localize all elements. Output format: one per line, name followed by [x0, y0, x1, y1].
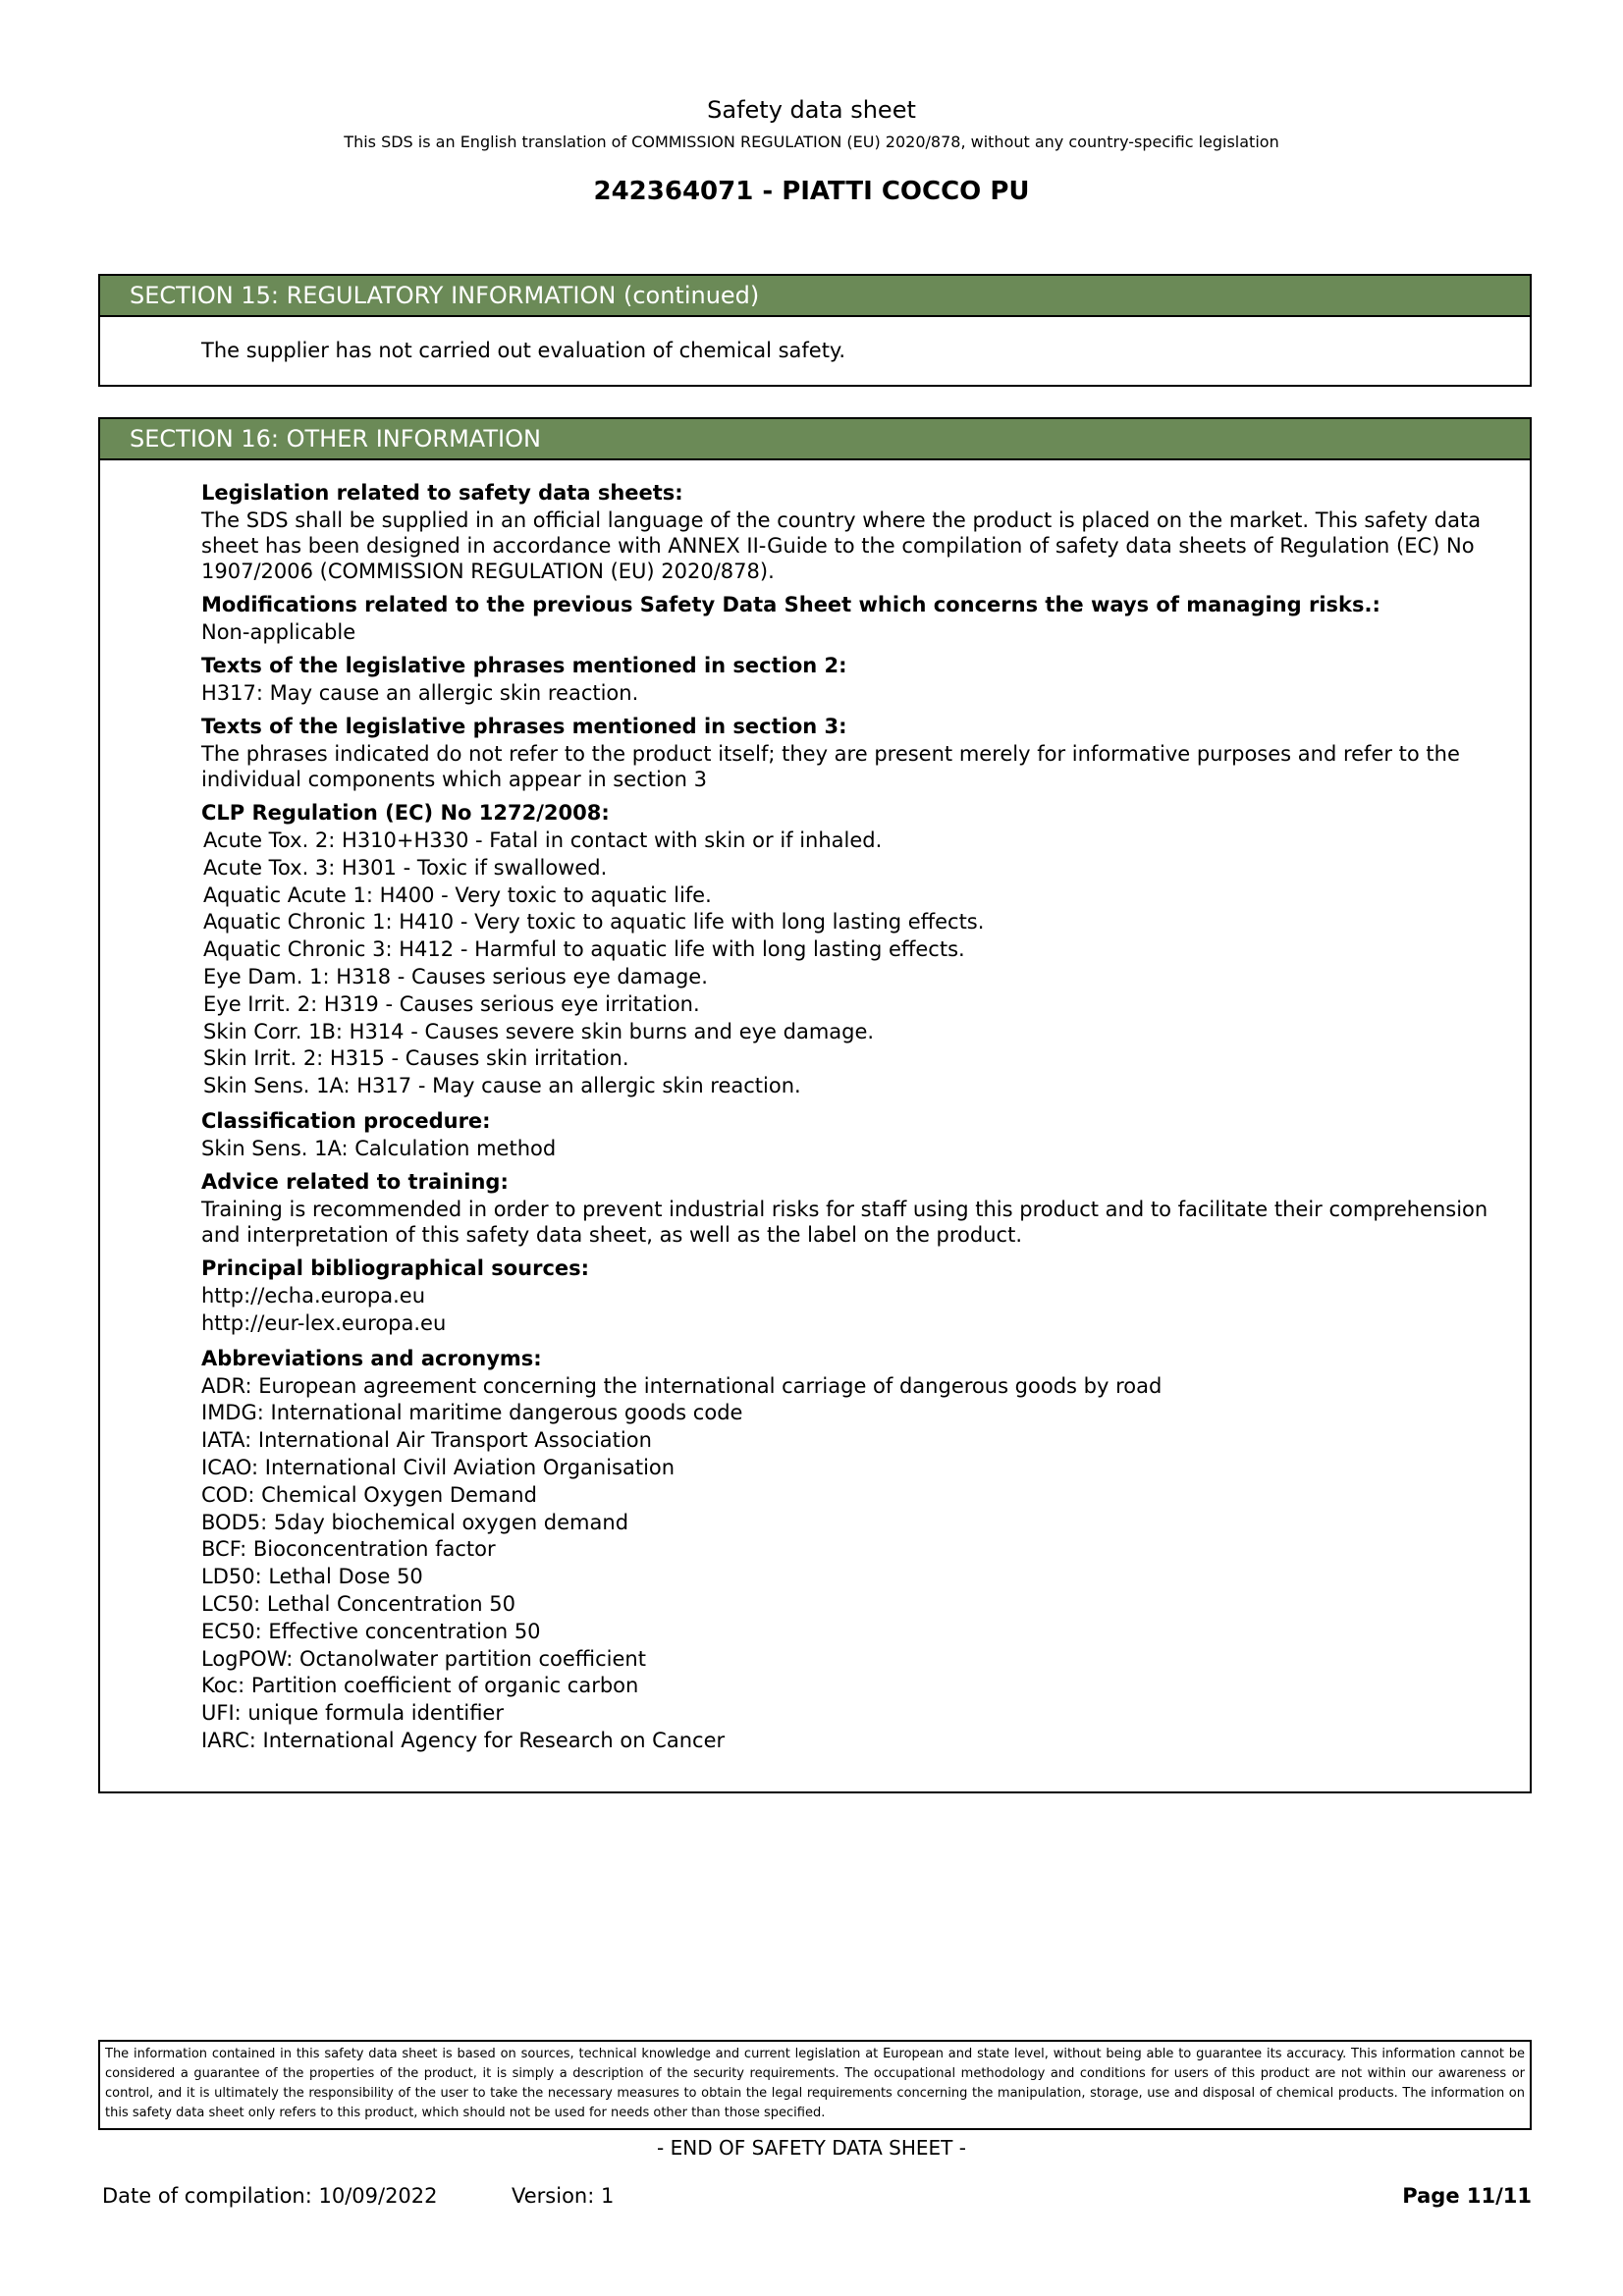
texts-section2-text: H317: May cause an allergic skin reaction. — [201, 681, 639, 705]
source-link: http://echa.europa.eu — [201, 1283, 426, 1308]
clp-item: Eye Irrit. 2: H319 - Causes serious eye irritation. — [203, 991, 700, 1016]
modifications-heading: Modifications related to the previous Safety Data Sheet which concerns the ways of managing risks.: — [201, 593, 1380, 616]
clp-item: Aquatic Chronic 3: H412 - Harmful to aquatic life with long lasting effects. — [203, 937, 965, 962]
classification-text: Skin Sens. 1A: Calculation method — [201, 1136, 557, 1160]
abbreviation-item: EC50: Effective concentration 50 — [201, 1619, 541, 1643]
texts-section3-heading: Texts of the legislative phrases mentioned in section 3: — [201, 715, 847, 738]
sources-list — [201, 1283, 1500, 1338]
clp-list — [201, 828, 1500, 1100]
abbreviation-item: ICAO: International Civil Aviation Organisation — [201, 1455, 676, 1479]
clp-item: Skin Corr. 1B: H314 - Causes severe skin burns and eye damage. — [203, 1019, 875, 1043]
end-of-sheet-label: - END OF SAFETY DATA SHEET - — [657, 2136, 966, 2160]
source-link: http://eur-lex.europa.eu — [201, 1310, 447, 1335]
modifications-text: Non-applicable — [201, 620, 356, 644]
section-16-heading: SECTION 16: OTHER INFORMATION — [100, 419, 1530, 460]
document-title: Safety data sheet — [707, 96, 916, 124]
document-subtitle: This SDS is an English translation of COMMISSION REGULATION (EU) 2020/878, without any country-specific legislation — [344, 133, 1279, 151]
clp-heading: CLP Regulation (EC) No 1272/2008: — [201, 801, 610, 825]
version-label: Version: 1 — [512, 2184, 615, 2208]
abbreviation-item: BOD5: 5day biochemical oxygen demand — [201, 1510, 629, 1534]
section-15 — [98, 274, 1532, 387]
abbreviation-item: COD: Chemical Oxygen Demand — [201, 1482, 537, 1507]
compilation-date: Date of compilation: 10/09/2022 — [102, 2184, 438, 2208]
clp-item: Skin Sens. 1A: H317 - May cause an allergic skin reaction. — [203, 1074, 801, 1098]
abbreviation-item: LC50: Lethal Concentration 50 — [201, 1591, 515, 1616]
legislation-heading: Legislation related to safety data sheets: — [201, 481, 683, 505]
abbreviation-item: IATA: International Air Transport Association — [201, 1428, 652, 1453]
abbreviation-item: ADR: European agreement concerning the international carriage of dangerous goods by road — [201, 1373, 1163, 1398]
page-number: Page 11/11 — [1402, 2184, 1532, 2208]
product-name: 242364071 - PIATTI COCCO PU — [593, 177, 1030, 206]
clp-item: Eye Dam. 1: H318 - Causes serious eye damage. — [203, 964, 708, 988]
abbreviation-item: LogPOW: Octanolwater partition coefficient — [201, 1646, 646, 1671]
abbreviations-list — [201, 1373, 1500, 1755]
abbreviation-item: UFI: unique formula identifier — [201, 1701, 504, 1726]
training-heading: Advice related to training: — [201, 1169, 509, 1194]
section-15-text: The supplier has not carried out evaluation of chemical safety. — [201, 339, 846, 362]
texts-section2-heading: Texts of the legislative phrases mentioned in section 2: — [201, 654, 847, 677]
clp-item: Aquatic Acute 1: H400 - Very toxic to aquatic life. — [203, 882, 712, 907]
section-16 — [98, 417, 1532, 1793]
abbreviation-item: LD50: Lethal Dose 50 — [201, 1565, 423, 1589]
texts-section3-text: The phrases indicated do not refer to the product itself; they are present merely for informative purposes and refer to the individual components which appear in section 3 — [201, 742, 1460, 791]
sources-heading: Principal bibliographical sources: — [201, 1255, 590, 1280]
clp-item: Acute Tox. 2: H310+H330 - Fatal in contact with skin or if inhaled. — [203, 828, 883, 852]
clp-item: Aquatic Chronic 1: H410 - Very toxic to aquatic life with long lasting effects. — [203, 910, 985, 934]
abbreviation-item: Koc: Partition coefficient of organic carbon — [201, 1674, 639, 1698]
abbreviation-item: BCF: Bioconcentration factor — [201, 1537, 496, 1562]
training-text: Training is recommended in order to prevent industrial risks for staff using this product and to facilitate their comprehension and interpretation of this safety data sheet, as well as the label on the product. — [201, 1197, 1488, 1247]
abbreviation-item: IMDG: International maritime dangerous goods code — [201, 1401, 743, 1425]
classification-heading: Classification procedure: — [201, 1108, 491, 1133]
abbreviation-item: IARC: International Agency for Research on Cancer — [201, 1728, 726, 1752]
legislation-text: The SDS shall be supplied in an official language of the country where the product is placed on the market. This safety data sheet has been designed in accordance with ANNEX II-Guide to the compilation of safety data sheets of Regulation (EC) No 1907/2006 (COMMISSION REGULATION (EU) 2020/878). — [201, 508, 1482, 583]
clp-item: Skin Irrit. 2: H315 - Causes skin irritation. — [203, 1046, 629, 1071]
section-15-heading: SECTION 15: REGULATORY INFORMATION (continued) — [100, 276, 1530, 317]
disclaimer-box: The information contained in this safety data sheet is based on sources, technical knowledge and current legislation at European and state level, without being able to guarantee its accuracy. This information cannot be considered a guarantee of the properties of the product, it is simply a description of the security requirements. The occupational methodology and conditions for users of this product are not within our awareness or control, and it is ultimately the responsibility of the user to take the necessary measures to obtain the legal requirements concerning the manipulation, storage, use and disposal of chemical products. The information on this safety data sheet only refers to this product, which should not be used for needs other than those specified. — [98, 2040, 1532, 2130]
abbreviations-heading: Abbreviations and acronyms: — [201, 1346, 542, 1370]
clp-item: Acute Tox. 3: H301 - Toxic if swallowed. — [203, 855, 608, 880]
